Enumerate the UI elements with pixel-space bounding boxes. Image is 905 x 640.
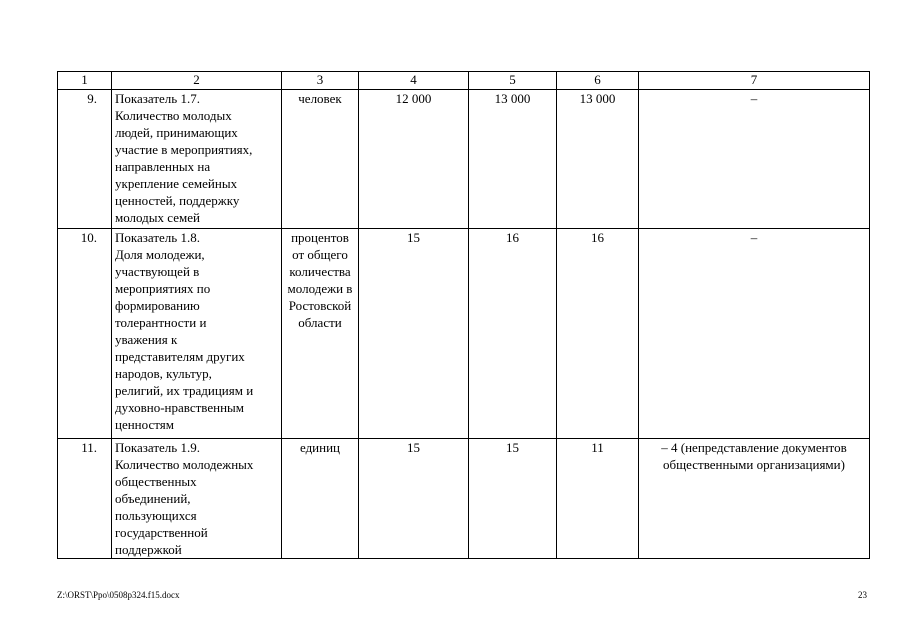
indicator-text-line: поддержкой	[115, 542, 182, 557]
indicator-text-line: объединений,	[115, 491, 191, 506]
row-number-cell: 11.	[58, 439, 112, 559]
unit-text-line: единиц	[299, 440, 341, 455]
indicator-text-line: людей, принимающих	[115, 125, 238, 140]
indicator-text-line: уважения к	[115, 332, 178, 347]
value-cell-col4: 15	[359, 439, 469, 559]
unit-cell	[282, 90, 359, 229]
footer-file-path: Z:\ORST\Ppo\0508p324.f15.docx	[57, 590, 180, 600]
table-row	[58, 229, 870, 439]
indicator-text-line: государственной	[115, 525, 208, 540]
indicator-text-line: ценностям	[115, 417, 174, 432]
table-row	[58, 439, 870, 559]
indicator-text-line: Количество молодежных	[115, 457, 254, 472]
deviation-cell	[639, 439, 870, 559]
unit-text-line: молодежи в	[287, 281, 353, 296]
value-cell-col5: 13 000	[469, 90, 557, 229]
header-cell-2: 2	[112, 72, 282, 90]
unit-text-line: человек	[298, 91, 342, 106]
unit-text-line: процентов	[291, 230, 349, 245]
header-cell-6: 6	[557, 72, 639, 90]
indicator-text-line: укрепление семейных	[115, 176, 238, 191]
unit-text-line: количества	[289, 264, 351, 279]
unit-cell	[282, 229, 359, 439]
indicator-text-line: Количество молодых	[115, 108, 232, 123]
header-cell-7: 7	[639, 72, 870, 90]
indicator-text-line: участвующей в	[115, 264, 200, 279]
table-row	[58, 90, 870, 229]
indicator-text-line: Показатель 1.8.	[115, 230, 200, 245]
indicator-text-line: Показатель 1.7.	[115, 91, 200, 106]
deviation-text-line: – 4 (непредставление документов	[661, 440, 847, 455]
deviation-cell	[639, 90, 870, 229]
indicator-text-line: духовно-нравственным	[115, 400, 244, 415]
indicator-text-line: направленных на	[115, 159, 211, 174]
value-cell-col4: 12 000	[359, 90, 469, 229]
deviation-text-line: общественными организациями)	[663, 457, 845, 472]
indicator-text-line: участие в мероприятиях,	[115, 142, 253, 157]
indicator-text-line: народов, культур,	[115, 366, 212, 381]
footer-page-number: 23	[858, 590, 867, 600]
indicator-text-line: общественных	[115, 474, 197, 489]
indicator-text-line: Показатель 1.9.	[115, 440, 200, 455]
header-cell-1: 1	[58, 72, 112, 90]
value-cell-col5: 15	[469, 439, 557, 559]
indicators-table	[57, 71, 870, 559]
unit-text-line: области	[298, 315, 342, 330]
indicator-name-cell	[112, 229, 282, 439]
row-number-cell: 9.	[58, 90, 112, 229]
deviation-cell	[639, 229, 870, 439]
table-body	[58, 72, 870, 559]
deviation-text-line: –	[750, 91, 758, 106]
header-cell-3: 3	[282, 72, 359, 90]
indicator-name-cell	[112, 439, 282, 559]
indicator-text-line: толерантности и	[115, 315, 207, 330]
indicator-text-line: Доля молодежи,	[115, 247, 205, 262]
value-cell-col4: 15	[359, 229, 469, 439]
deviation-text-line: –	[750, 230, 758, 245]
indicator-text-line: мероприятиях по	[115, 281, 211, 296]
value-cell-col6: 16	[557, 229, 639, 439]
indicator-text-line: религий, их традициям и	[115, 383, 254, 398]
indicator-text-line: ценностей, поддержку	[115, 193, 240, 208]
value-cell-col6: 13 000	[557, 90, 639, 229]
unit-text-line: Ростовской	[288, 298, 352, 313]
row-number-cell: 10.	[58, 229, 112, 439]
value-cell-col5: 16	[469, 229, 557, 439]
indicator-text-line: формированию	[115, 298, 200, 313]
table-header-row	[58, 72, 870, 90]
header-cell-5: 5	[469, 72, 557, 90]
unit-text-line: от общего	[292, 247, 348, 262]
indicator-text-line: молодых семей	[115, 210, 200, 225]
header-cell-4: 4	[359, 72, 469, 90]
unit-cell	[282, 439, 359, 559]
indicator-text-line: представителям других	[115, 349, 245, 364]
indicator-text-line: пользующихся	[115, 508, 197, 523]
indicator-name-cell	[112, 90, 282, 229]
value-cell-col6: 11	[557, 439, 639, 559]
